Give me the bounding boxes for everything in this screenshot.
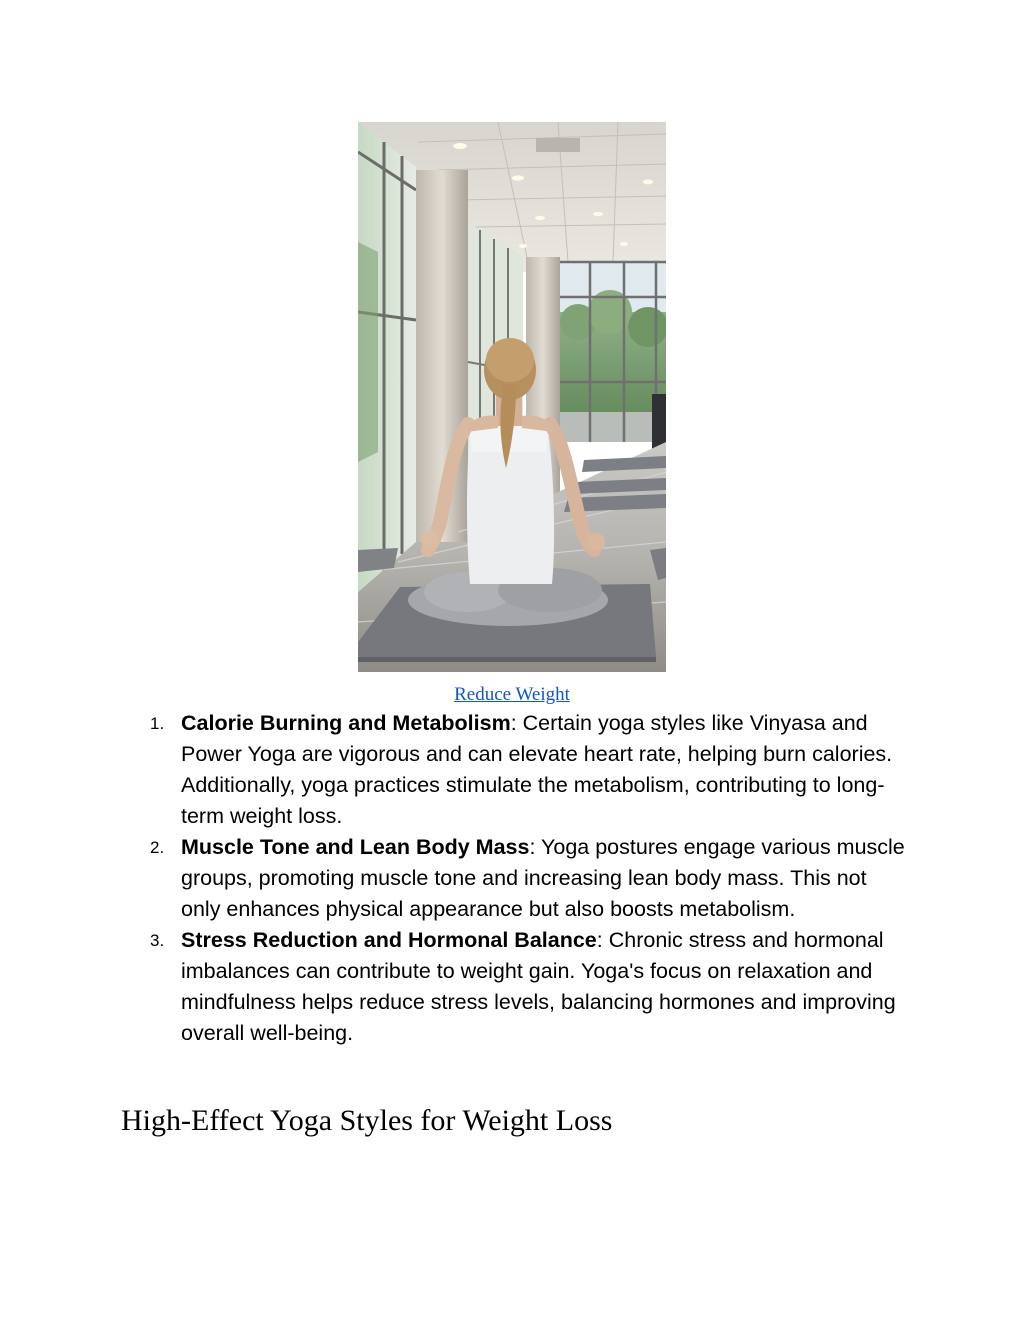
benefits-list bbox=[148, 708, 908, 1049]
list-item-title: Calorie Burning and Metabolism bbox=[181, 711, 511, 735]
list-item-number: 1. bbox=[150, 714, 165, 733]
list-item-title: Muscle Tone and Lean Body Mass bbox=[181, 835, 530, 859]
list-item-separator: : bbox=[529, 835, 542, 859]
list-item-number: 3. bbox=[150, 931, 165, 950]
list-item-number: 2. bbox=[150, 838, 165, 857]
list-item-separator: : bbox=[596, 928, 609, 952]
list-item-text: Yoga postures engage various muscle groups, promoting muscle tone and increasing lean body mass. This not only enhances physical appearance but also boosts metabolism. bbox=[181, 835, 905, 921]
list-item bbox=[148, 925, 908, 1049]
list-item-title: Stress Reduction and Hormonal Balance bbox=[181, 928, 597, 952]
yoga-meditation-photo bbox=[358, 122, 666, 672]
list-item-text: Chronic stress and hormonal imbalances can contribute to weight gain. Yoga's focus on relaxation and mindfulness helps reduce stress levels, balancing hormones and improving overall well-being. bbox=[181, 928, 896, 1045]
section-heading: High-Effect Yoga Styles for Weight Loss bbox=[121, 1104, 613, 1137]
list-item-text: Certain yoga styles like Vinyasa and Power Yoga are vigorous and can elevate heart rate, helping burn calories. Additionally, yoga practices stimulate the metabolism, contributing to long-term weight loss. bbox=[181, 711, 893, 828]
list-item bbox=[148, 708, 908, 832]
list-item bbox=[148, 832, 908, 925]
reduce-weight-link[interactable]: Reduce Weight bbox=[454, 684, 570, 705]
list-item-separator: : bbox=[510, 711, 523, 735]
